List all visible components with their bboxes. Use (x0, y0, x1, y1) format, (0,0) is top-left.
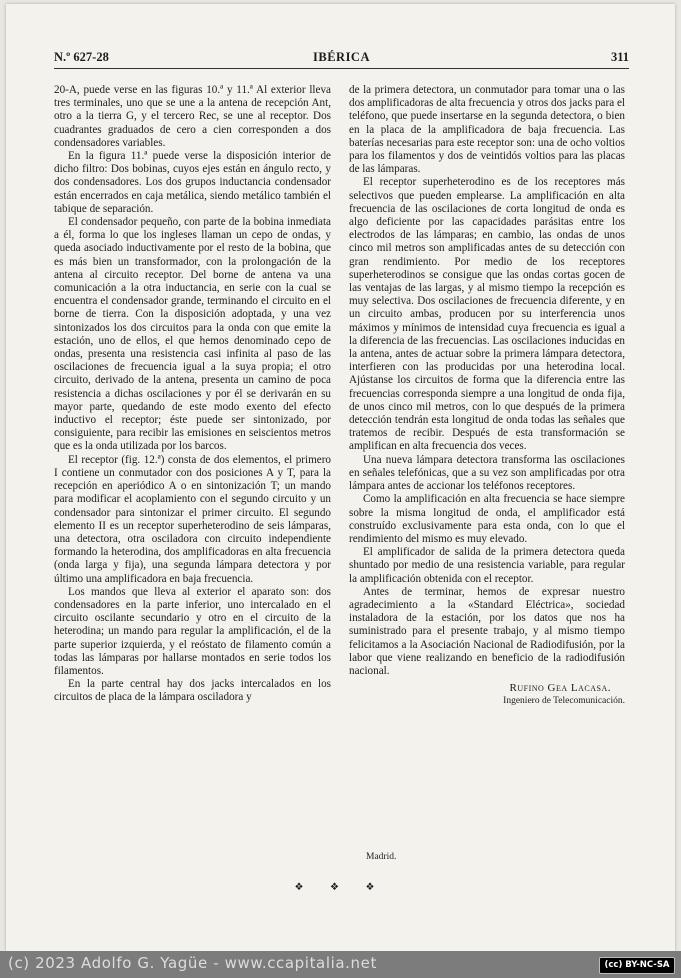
city-line: Madrid. (366, 852, 397, 862)
paragraph: El receptor superheterodino es de los receptores más selectivos que pueden emplearse. La amplificación en alta frecuencia de las oscilaciones de corta longitud de onda es algo deficiente por las capacidades parásitas entre los electrodos de las lámparas; en cambio, las ondas de unos cinco mil metros son amplificadas antes de su detección con gran rendimiento. Por medio de los receptores superheterodinos se consigue que las ondas cortas gocen de las ventajas de las largas, y al mismo tiempo la recepción es muy selectiva. Dos oscilaciones de frecuencia diferente, y en un circuito ambas, producen por su interferencia unos máximos y mínimos de intensidad cuya frecuencia es igual a la diferencia de las frecuencias. Las oscilaciones inducidas en la antena, antes de actuar sobre la primera lámpara detectora, interfieren con las producidas por una heterodina local. Ajústanse los circuitos de forma que la diferencia entre las frecuencias corresponda siempre a una longitud de onda fija, de unos cinco mil metros, con lo que después de la primera detección tendrán esta longitud de onda todas las señales que tratemos de recibir. Después de esta transformación se amplifican en alta frecuencia dos veces. (349, 176, 625, 453)
author-role: Ingeniero de Telecomunicación. (503, 696, 625, 707)
header-rule (54, 68, 629, 69)
paragraph: El condensador pequeño, con parte de la bobina inmediata a él, forma lo que los ingleses llaman un cepo de ondas, y queda asociado inductivamente por el resto de la bobina, que es más bien un transformador, con la prolongación de la antena al circuito receptor. Del borne de antena va una comunicación a la otra inductancia, en serie con la cual se encuentra el condensador grande, terminando el circuito en el borne de tierra. Con la disposición adoptada, y una vez sintonizados los dos circuitos para la onda con que emite la estación, uno de ellos, el que hemos denominado cepo de ondas, presenta una resistencia casi infinita al paso de las oscilaciones de frecuencia igual a la suya propia; el otro circuito, derivado de la antena, presenta un camino de poca resistencia a dichas oscilaciones y por él se derivarán en su mayor parte, quedando de este modo exento del efecto inductivo el receptor; éste puede ser sintonizado, por consiguiente, para recibir las emisiones en seiscientos metros que es la onda utilizada por los barcos. (54, 216, 331, 453)
paragraph: de la primera detectora, un conmutador para tomar una o las dos amplificadoras de alta frecuencia y otros dos jacks para el teléfono, que puede insertarse en la segunda detectora, o bien en la placa de la amplificadora de baja frecuencia. Las baterías necesarias para este receptor son: una de ocho voltios para los filamentos y dos de veintidós voltios para las placas de las lámparas. (349, 84, 625, 176)
page-header (54, 50, 629, 70)
paragraph: En la parte central hay dos jacks intercalados en los circuitos de placa de la lámpara osciladora y (54, 678, 331, 704)
paragraph: Una nueva lámpara detectora transforma las oscilaciones en señales telefónicas, que a su vez son amplificadas por otra lámpara antes de accionar los teléfonos receptores. (349, 453, 625, 493)
author-name: Rufino Gea Lacasa. (509, 682, 611, 695)
paragraph: El receptor (fig. 12.ª) consta de dos elementos, el primero I contiene un conmutador con dos posiciones A y T, para la recepción en aperiódico A o en sintonización T; un mando para modificar el acoplamiento con el segundo circuito y un condensador para sintonizar el primer circuito. El segundo elemento II es un receptor superheterodino de seis lámparas, una detectora, otra osciladora con circuito independiente formando la heterodina, dos amplificadoras en alta frecuencia (onda larga y fija), una segunda lámpara detectora y por último una amplificadora en baja frecuencia. (54, 453, 331, 585)
copyright-bar (0, 951, 681, 978)
end-ornament: ❖ ❖ ❖ (294, 882, 387, 893)
author-signature (349, 682, 625, 708)
right-column (349, 84, 625, 709)
copyright-text: (c) 2023 Adolfo G. Yagüe - www.ccapitalia.net (8, 954, 377, 972)
paragraph: Antes de terminar, hemos de expresar nuestro agradecimiento a la «Standard Eléctrica», sociedad instaladora de la estación, por los datos que nos ha suministrado para el presente trabajo, y al mismo tiempo felicitamos a la Asociación Nacional de Radiodifusión, por la labor que viene realizando en beneficio de la radiodifusión nacional. (349, 585, 625, 677)
cc-license-badge: (cc) BY-NC-SA (599, 957, 675, 974)
paragraph: En la figura 11.ª puede verse la disposición interior de dicho filtro: Dos bobinas, cuyos ejes están en ángulo recto, y dos condensadores. Los dos grupos inductancia condensador están encerrados en caja metálica, siendo metálico también el tabique de separación. (54, 150, 331, 215)
paragraph: Los mandos que lleva al exterior el aparato son: dos condensadores en la parte inferior, uno intercalado en el circuito oscilante secundario y otro en el circuito de la heterodina; un mando para regular la amplificación, el de la parte superior izquierda, y el reóstato de filamento común a todas las lámparas por hallarse montados en serie todos los filamentos. (54, 585, 331, 677)
paragraph: El amplificador de salida de la primera detectora queda shuntado por medio de una resistencia variable, para regular la amplificación obtenida con el receptor. (349, 546, 625, 585)
paragraph: Como la amplificación en alta frecuencia se hace siempre sobre la misma longitud de onda, el amplificador está construído exclusivamente para esta onda, con lo que el rendimiento del mismo es muy elevado. (349, 493, 625, 545)
issue-number: N.º 627-28 (54, 50, 109, 64)
journal-title: IBÉRICA (313, 50, 370, 64)
page-number: 311 (610, 50, 629, 64)
left-column (54, 84, 331, 705)
paragraph: 20-A, puede verse en las figuras 10.ª y 11.ª Al exterior lleva tres terminales, uno que se une a la antena de recepción Ant, otro a la tierra G, y el tercero Rec, se une al receptor. Dos cuadrantes graduados de cero a cien corresponden a dos condensadores variables. (54, 84, 331, 149)
